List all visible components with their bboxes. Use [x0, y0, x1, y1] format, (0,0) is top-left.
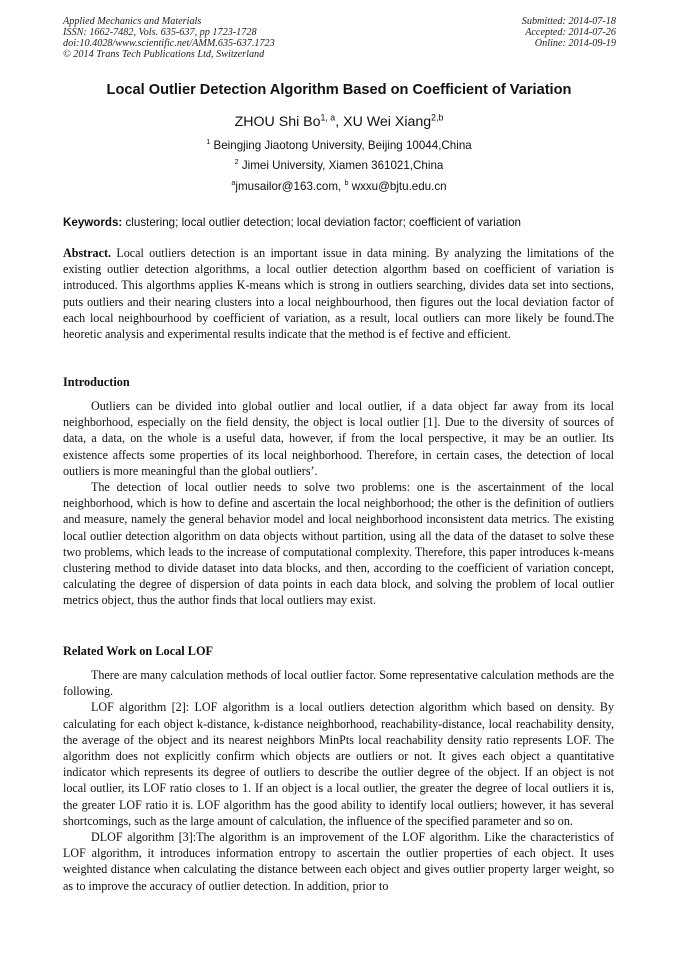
keywords	[63, 216, 623, 229]
abstract	[63, 245, 614, 342]
journal-header	[63, 16, 275, 60]
email-b[interactable]: wxxu@bjtu.edu.cn	[348, 180, 447, 193]
related-paragraph-3: DLOF algorithm [3]:The algorithm is an improvement of the LOF algorithm. Like the characteristics of LOF algorithm, it introduces information entropy to ascertain the outlier properties of each object. It uses weighted distance when calculating the distance between each object and gives outlier property larger weight, so as to improve the accuracy of outlier detection. In addition, prior to	[63, 830, 614, 893]
affiliation-1-sup: 1	[206, 137, 211, 147]
email-a-sup: a	[231, 178, 236, 188]
abstract-text: Local outliers detection is an important issue in data mining. By analyzing the limitations of the existing outlier detection algorithms, a local outlier detection algorthm based on coefficient of variation is introduced. This algorthms applies K-means which is strong in outliers searching, divides data set into sections, puts outliers and their nearing clusters into a local neighbourhood, then figures out the local deviation factor of each local neighbourhood by coefficient of variation, as a result, local outliers can more likely be found.The heoretic analysis and experimental results indicate that the method is ef fective and efficient.	[63, 246, 614, 342]
author-separator: ,	[335, 114, 344, 130]
author-2-sup: 2,b	[431, 112, 444, 123]
submitted-date: Submitted: 2014-07-18	[521, 16, 616, 27]
introduction-paragraph-2: The detection of local outlier needs to solve two problems: one is the ascertainment of the local neighborhood, which is how to define and ascertain the local neighborhood; the other is the definition of outliers and measure, namely the general behavior model and local neighborhood inconsistent data metrics. The existing local outlier detection algorithm on data objects without partition, using all the data of the dataset to solve these two problems, which leads to the increase of computational complexity. Therefore, this paper introduces k-means clustering method to divide dataset into data blocks, and then, according to the coefficient of variation concept, calculating the degree of dispersion of data points in each data block, and solving the problem of local outlier metrics object, thus the author finds that local outliers may exist.	[63, 480, 614, 608]
online-date: Online: 2014-09-19	[534, 38, 616, 49]
journal-issn: ISSN: 1662-7482, Vols. 635-637, pp 1723-1728	[63, 27, 257, 38]
journal-doi: doi:10.4028/www.scientific.net/AMM.635-637.1723	[63, 38, 275, 49]
accepted-date: Accepted: 2014-07-26	[525, 27, 616, 38]
introduction-paragraph-1: Outliers can be divided into global outlier and local outlier, if a data object far away from its local neighborhood, especially on the field density, the object is local outlier [1]. Due to the diversity of sources of data, a data, on the whole is a useful data, however, if from the local perspective, it may be an outlier. Its existence affects some properties of its local neighborhood. Therefore, in certain cases, the detection of local outliers is more meaningful than the global outliers’.	[63, 399, 614, 478]
author-1-name: ZHOU Shi Bo	[234, 114, 321, 130]
email-a[interactable]: jmusailor@163.com,	[235, 180, 345, 193]
related-paragraph-1: There are many calculation methods of local outlier factor. Some representative calculation methods are the following.	[63, 668, 614, 699]
affiliation-2-sup: 2	[234, 157, 239, 167]
abstract-label: Abstract.	[63, 246, 112, 260]
paper-title: Local Outlier Detection Algorithm Based on Coefficient of Variation	[106, 82, 572, 98]
abstract-paragraph	[63, 245, 614, 342]
dates-header	[522, 16, 616, 49]
related-work-body	[63, 667, 614, 894]
author-2-name: XU Wei Xiang	[343, 114, 432, 130]
email-line	[0, 180, 678, 193]
journal-name: Applied Mechanics and Materials	[63, 16, 202, 27]
introduction-heading: Introduction	[63, 375, 130, 389]
affiliation-2-text: Jimei University, Xiamen 361021,China	[238, 159, 444, 172]
keywords-label: Keywords:	[63, 216, 123, 229]
introduction-body	[63, 398, 614, 609]
email-b-sup: b	[344, 178, 349, 188]
journal-copyright: © 2014 Trans Tech Publications Ltd, Switzerland	[63, 49, 265, 60]
related-work-heading: Related Work on Local LOF	[63, 644, 214, 658]
affiliation-1-text: Beingjing Jiaotong University, Beijing 10044,China	[210, 139, 472, 152]
author-1-sup: 1, a	[320, 112, 336, 123]
affiliation-2	[0, 159, 678, 172]
keywords-text: clustering; local outlier detection; local deviation factor; coefficient of variation	[122, 216, 521, 229]
affiliation-1	[0, 139, 678, 152]
author-line	[0, 114, 678, 130]
related-paragraph-2: LOF algorithm [2]: LOF algorithm is a local outliers detection algorithm which based on density. By calculating for each object k-distance, k-distance neighborhood, reachability-distance, local reachability density, the average of the object and its nearest neighbors MinPts local reachability density ratio represents LOF. The algorithm does not explicitly confirm which objects are outliers or not. It gives each object a quantitative indicator which represents its degree of outliers to describe the outlier degree of the object. If an object is not local outlier, its LOF ratio closes to 1. If an object is a local outlier, the greater the degree of local outliers it is, the greater LOF ratio it is. LOF algorithm has the good ability to identify local outliers; however, it has several shortcomings, such as the large amount of calculation, the influence of the specified parameter and so on.	[63, 700, 614, 828]
